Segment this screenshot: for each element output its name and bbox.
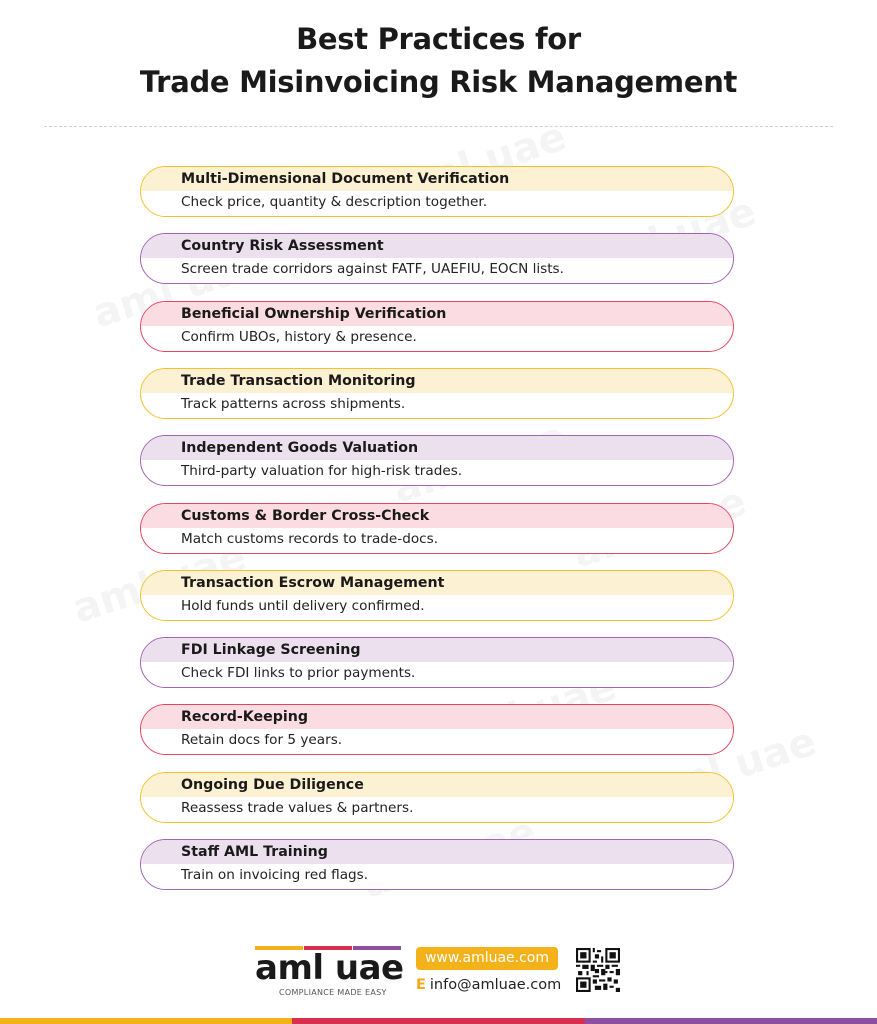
website-link[interactable]: www.amluae.com — [416, 947, 558, 970]
bottom-color-strip — [0, 1018, 877, 1024]
practice-description: Hold funds until delivery confirmed. — [181, 598, 425, 614]
practice-title: Staff AML Training — [141, 840, 733, 864]
email-label: E — [416, 977, 426, 993]
logo-text: aml uae — [255, 948, 404, 988]
practice-title: Customs & Border Cross-Check — [141, 504, 733, 528]
qr-code-icon[interactable] — [576, 948, 620, 992]
practice-title: Beneficial Ownership Verification — [141, 302, 733, 326]
practice-description: Check price, quantity & description together. — [181, 194, 488, 210]
practice-card — [140, 772, 734, 823]
practice-description: Train on invoicing red flags. — [181, 867, 369, 883]
practice-description: Match customs records to trade-docs. — [181, 531, 439, 547]
practice-title: Trade Transaction Monitoring — [141, 369, 733, 393]
practice-description: Screen trade corridors against FATF, UAEFIU, EOCN lists. — [181, 261, 564, 277]
practice-title: Transaction Escrow Management — [141, 571, 733, 595]
practice-card — [140, 637, 734, 688]
practice-description: Retain docs for 5 years. — [181, 732, 343, 748]
page-title-line-2: Trade Misinvoicing Risk Management — [139, 65, 738, 99]
practice-card — [140, 503, 734, 554]
logo-tagline: COMPLIANCE MADE EASY — [279, 988, 387, 997]
practice-description: Confirm UBOs, history & presence. — [181, 329, 417, 345]
email-address[interactable]: info@amluae.com — [429, 977, 562, 993]
dashed-divider — [44, 126, 833, 127]
practice-card — [140, 233, 734, 284]
page-title — [0, 18, 877, 104]
practice-card — [140, 839, 734, 890]
practice-title: Independent Goods Valuation — [141, 436, 733, 460]
practice-card — [140, 570, 734, 621]
practice-title: Record-Keeping — [141, 705, 733, 729]
practice-card — [140, 301, 734, 352]
practice-description: Reassess trade values & partners. — [181, 800, 414, 816]
practice-description: Track patterns across shipments. — [181, 396, 406, 412]
practice-description: Third-party valuation for high-risk trades. — [181, 463, 463, 479]
practice-title: FDI Linkage Screening — [141, 638, 733, 662]
practice-title: Country Risk Assessment — [141, 234, 733, 258]
practice-title: Multi-Dimensional Document Verification — [141, 167, 733, 191]
practice-card — [140, 704, 734, 755]
practice-description: Check FDI links to prior payments. — [181, 665, 416, 681]
practice-card — [140, 368, 734, 419]
page-title-line-1: Best Practices for — [296, 22, 581, 56]
practice-title: Ongoing Due Diligence — [141, 773, 733, 797]
practice-card — [140, 435, 734, 486]
practice-card — [140, 166, 734, 217]
email-contact[interactable] — [416, 975, 561, 995]
